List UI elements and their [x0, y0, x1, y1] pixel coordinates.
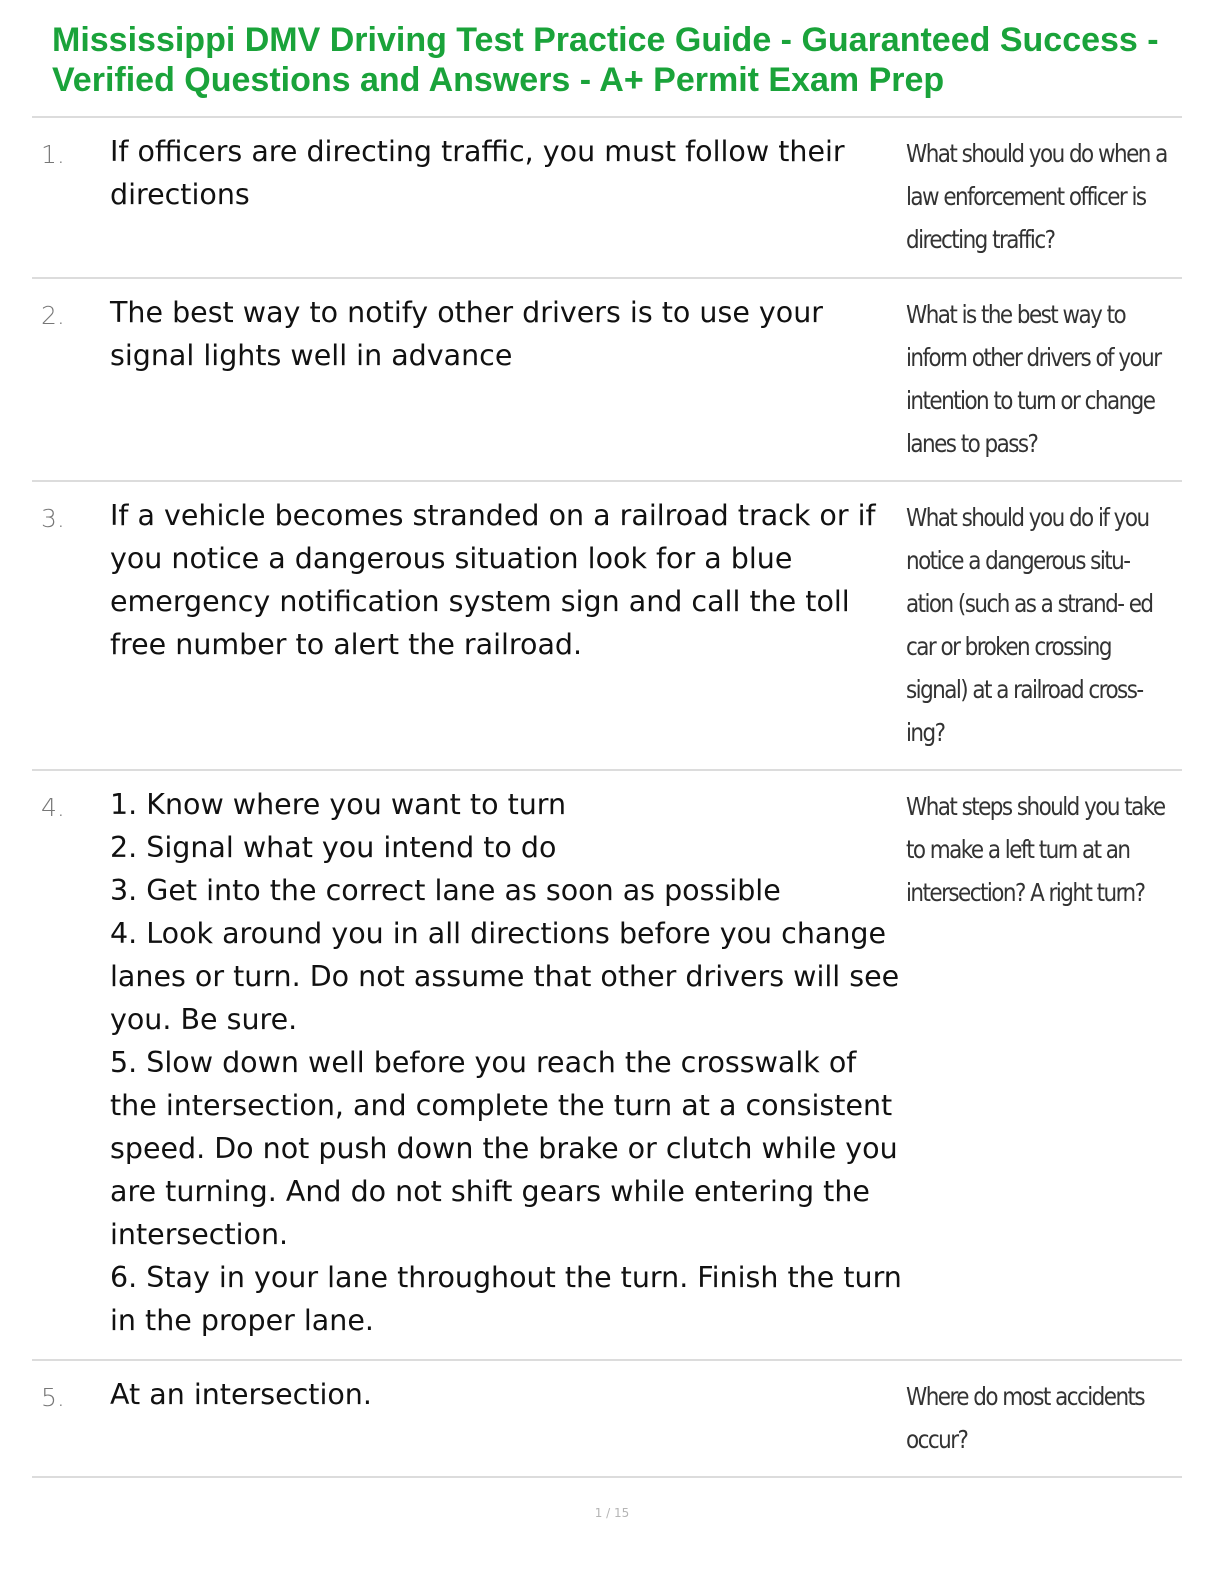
card-question: What is the best way to inform other drivers of your intention to turn or change lanes to pass?: [906, 300, 1161, 458]
card-question: What steps should you take to make a left turn at an intersection? A right turn?: [906, 792, 1165, 907]
card-answer: 1. Know where you want to turn 2. Signal what you intend to do 3. Get into the correct lane as soon as possible 4. Look around you in all directions before you change lanes or turn. Do not assume that other drivers will see you. Be sure. 5. Slow down well before you reach the crosswalk of the intersection, and complete the turn at a consistent speed. Do not push down the brake or clutch while you are turning. And do not shift gears while entering the intersection. 6. Stay in your lane throughout the turn. Finish the turn in the proper lane.: [110, 788, 902, 1337]
card-question: Where do most accidents occur?: [906, 1382, 1145, 1454]
flashcard-row: [32, 1361, 1182, 1478]
document-title: Mississippi DMV Driving Test Practice Guide - Guaranteed Success - Verified Questions and Answers - A+ Permit Exam Prep: [52, 21, 1159, 99]
flashcard-row: [32, 118, 1182, 279]
card-number: 3.: [41, 504, 65, 533]
card-answer: If a vehicle becomes stranded on a railroad track or if you notice a dangerous situation look for a blue emergency notification system sign and call the toll free number to alert the railroad.: [110, 499, 876, 661]
card-number: 4.: [41, 793, 65, 822]
card-question: What should you do when a law enforcement officer is directing traffic?: [906, 139, 1167, 254]
flashcard-list: [32, 116, 1182, 1478]
card-number: 2.: [41, 301, 65, 330]
page-number: 1 / 15: [594, 1506, 630, 1520]
card-number: 1.: [41, 140, 65, 169]
card-answer: If officers are directing traffic, you must follow their directions: [110, 135, 845, 211]
flashcard-row: [32, 279, 1182, 482]
card-question: What should you do if you notice a dangerous situ- ation (such as a strand- ed car or broken crossing signal) at a railroad cross- ing?: [906, 503, 1153, 747]
card-answer: The best way to notify other drivers is to use your signal lights well in advance: [110, 296, 824, 372]
flashcard-row: [32, 482, 1182, 771]
card-answer: At an intersection.: [110, 1378, 372, 1411]
flashcard-row: [32, 771, 1182, 1361]
card-number: 5.: [41, 1383, 65, 1412]
